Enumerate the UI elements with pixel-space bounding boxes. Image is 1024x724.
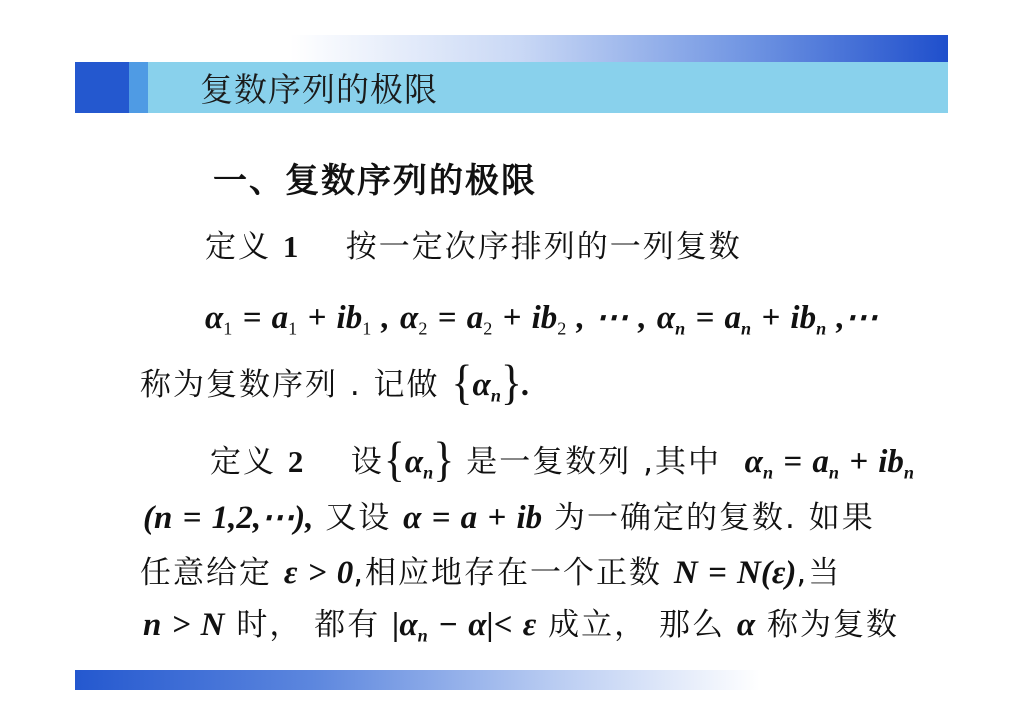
banner-accent-block — [75, 62, 129, 113]
math-expression: n > N — [143, 607, 225, 643]
text-run: 成立， 那么 — [536, 607, 737, 643]
math-expression: = — [232, 300, 272, 336]
math-expression: $\alpha_n$ — [656, 300, 686, 339]
text-run: 又设 — [313, 500, 404, 536]
set-brace: { — [451, 355, 473, 410]
epsilon-line — [140, 552, 841, 594]
set-brace: } — [433, 432, 455, 487]
math-subscript: n — [417, 625, 428, 646]
math-expression: α = a + ib — [403, 500, 543, 536]
math-expression: $\alpha_n$ — [399, 607, 428, 646]
math-expression: $a_1$ — [271, 300, 298, 339]
condition-line — [143, 497, 875, 539]
text-run: 按一定次序排列的一列复数 — [298, 229, 742, 265]
definition-number: 1 — [282, 229, 299, 264]
slide-title: 复数序列的极限 — [200, 70, 438, 109]
math-expression: $\alpha_n$ — [404, 444, 434, 483]
math-expression: , — [371, 300, 401, 336]
math-subscript: n — [828, 462, 839, 483]
definition-2-line — [210, 432, 915, 487]
math-expression: $a_n$ — [812, 444, 839, 483]
text-run: 时， 都有 — [224, 607, 393, 643]
text-run: ,相应地存在一个正数 — [353, 555, 674, 591]
math-expression: ,⋯ — [826, 300, 878, 336]
definition-1-line — [205, 226, 742, 268]
math-subscript: 2 — [418, 318, 428, 339]
sequence-notation-line — [140, 355, 531, 410]
sequence-formula — [205, 297, 878, 339]
math-expression: , ⋯ , — [566, 300, 657, 336]
math-expression: $\alpha_n$ — [744, 444, 774, 483]
math-expression: + — [751, 300, 791, 336]
math-expression: | — [392, 607, 400, 643]
math-subscript: n — [741, 318, 752, 339]
math-expression: − α|< ε — [427, 607, 537, 643]
math-expression: $\alpha_n$ — [472, 367, 501, 406]
math-subscript: n — [490, 385, 501, 406]
math-expression: $ib_n$ — [790, 300, 827, 339]
text-run: 是一复数列 ,其中 — [454, 444, 745, 480]
definition-number: 2 — [287, 444, 304, 479]
math-subscript: 1 — [288, 318, 298, 339]
math-subscript: 1 — [362, 318, 372, 339]
math-expression: $a_n$ — [724, 300, 752, 339]
math-subscript: n — [675, 318, 686, 339]
text-run: 定义 — [205, 229, 283, 265]
limit-line — [143, 604, 899, 646]
math-expression: $ib_2$ — [531, 300, 567, 339]
text-run: 为一确定的复数. 如果 — [542, 500, 875, 536]
math-subscript: n — [762, 462, 774, 483]
math-expression: $\alpha_2$ — [400, 300, 428, 339]
text-run: 任意给定 — [140, 555, 284, 591]
banner-accent-strip — [129, 62, 148, 113]
text-run: 定义 — [210, 444, 288, 480]
math-expression: N = N(ε) — [673, 555, 797, 591]
math-subscript: n — [903, 462, 915, 483]
top-gradient-bar — [290, 35, 948, 62]
math-expression: α — [736, 607, 756, 643]
math-expression: $ib_n$ — [878, 444, 915, 483]
math-expression: . — [522, 367, 531, 403]
text-run: ,当 — [796, 555, 842, 591]
math-expression: + — [297, 300, 337, 336]
math-subscript: 2 — [483, 318, 493, 339]
math-expression: $\alpha_1$ — [205, 300, 233, 339]
math-subscript: 1 — [223, 318, 233, 339]
math-expression: + — [838, 444, 879, 480]
math-expression: = — [685, 300, 725, 336]
math-expression: ε > 0 — [283, 555, 354, 591]
text-run: 称为复数 — [755, 607, 899, 643]
math-expression: = — [773, 444, 813, 480]
math-expression: = — [427, 300, 467, 336]
math-expression: $ib_1$ — [336, 300, 372, 339]
section-heading: 一、复数序列的极限 — [213, 161, 537, 201]
bottom-gradient-bar — [75, 670, 760, 690]
text-run: 设 — [303, 444, 384, 480]
math-subscript: 2 — [557, 318, 567, 339]
set-brace: } — [500, 355, 523, 410]
text-run: 称为复数序列 . 记做 — [140, 367, 452, 403]
math-subscript: n — [816, 318, 827, 339]
math-subscript: n — [423, 462, 434, 483]
math-expression: $a_2$ — [466, 300, 493, 339]
math-expression: + — [492, 300, 532, 336]
math-expression: (n = 1,2,⋯), — [143, 500, 314, 536]
set-brace: { — [383, 432, 405, 487]
